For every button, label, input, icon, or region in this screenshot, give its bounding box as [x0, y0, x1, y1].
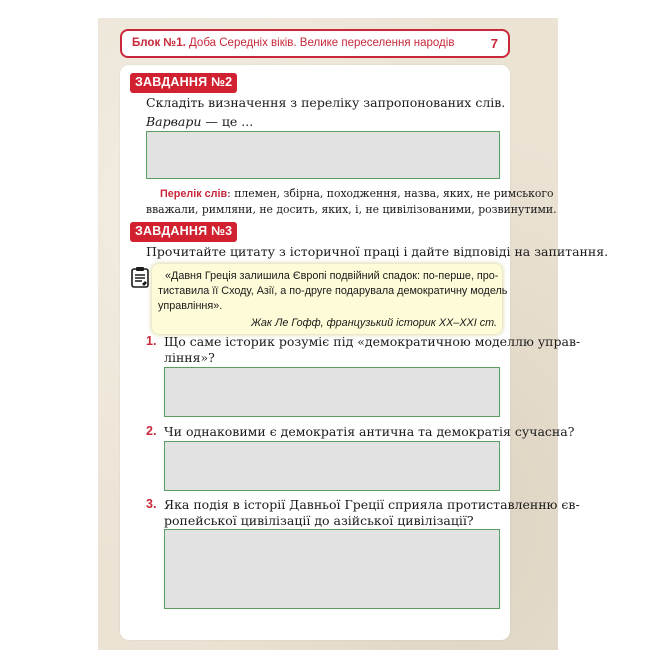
question-2-answer-field[interactable] [164, 441, 500, 491]
term: Варвари [146, 114, 202, 129]
question-3-line-1: Яка подія в історії Давньої Греції сприяла протиставленню єв- [164, 497, 580, 512]
word-list-label: Перелік слів [160, 188, 228, 200]
question-3-number: 3. [146, 497, 157, 511]
block-title: Доба Середніх віків. Велике переселення народів [189, 37, 455, 49]
word-list-text-1: : племен, збірна, походження, назва, яких, не римського [227, 187, 554, 200]
question-2-number: 2. [146, 424, 157, 438]
word-list-line2: вважали, римляни, не досить, яких, і, не цивілізованими, розвинутими. [146, 203, 557, 216]
task3-badge: ЗАВДАННЯ №3 [130, 222, 237, 242]
quote-line-2: тиставила її Сходу, Азії, а по-друге подарувала демократичну модель [158, 285, 508, 297]
quote-line-3: управління». [158, 300, 223, 312]
task2-instruction: Складіть визначення з переліку запропонованих слів. [146, 95, 506, 110]
question-1-line-1: Що саме історик розуміє під «демократичною моделлю управ- [164, 334, 581, 349]
task2-answer-field[interactable] [146, 131, 500, 179]
block-label: Блок №1. [132, 37, 186, 49]
page-number: 7 [490, 36, 498, 51]
document-clipboard-icon [129, 266, 151, 288]
word-list-line1 [160, 187, 554, 200]
task2-badge: ЗАВДАННЯ №2 [130, 73, 237, 93]
question-3-line-2: ропейської цивілізації до азійської цивілізації? [164, 513, 474, 528]
task2-prompt [146, 114, 253, 129]
term-suffix: — це ... [201, 114, 254, 129]
question-1-number: 1. [146, 334, 157, 348]
running-header [120, 29, 510, 58]
task3-instruction: Прочитайте цитату з історичної праці і дайте відповіді на запитання. [146, 244, 609, 259]
question-1-answer-field[interactable] [164, 367, 500, 417]
quote-line-1: «Давня Греція залишила Європі подвійний спадок: по-перше, про- [165, 270, 499, 282]
question-2-line-1: Чи однаковими є демократія антична та демократія сучасна? [164, 424, 575, 439]
header-title [132, 37, 454, 49]
question-3-answer-field[interactable] [164, 529, 500, 609]
question-1-line-2: ління»? [164, 350, 215, 365]
quote-author: Жак Ле Гофф, французький історик XX–XXI ст. [250, 317, 497, 329]
